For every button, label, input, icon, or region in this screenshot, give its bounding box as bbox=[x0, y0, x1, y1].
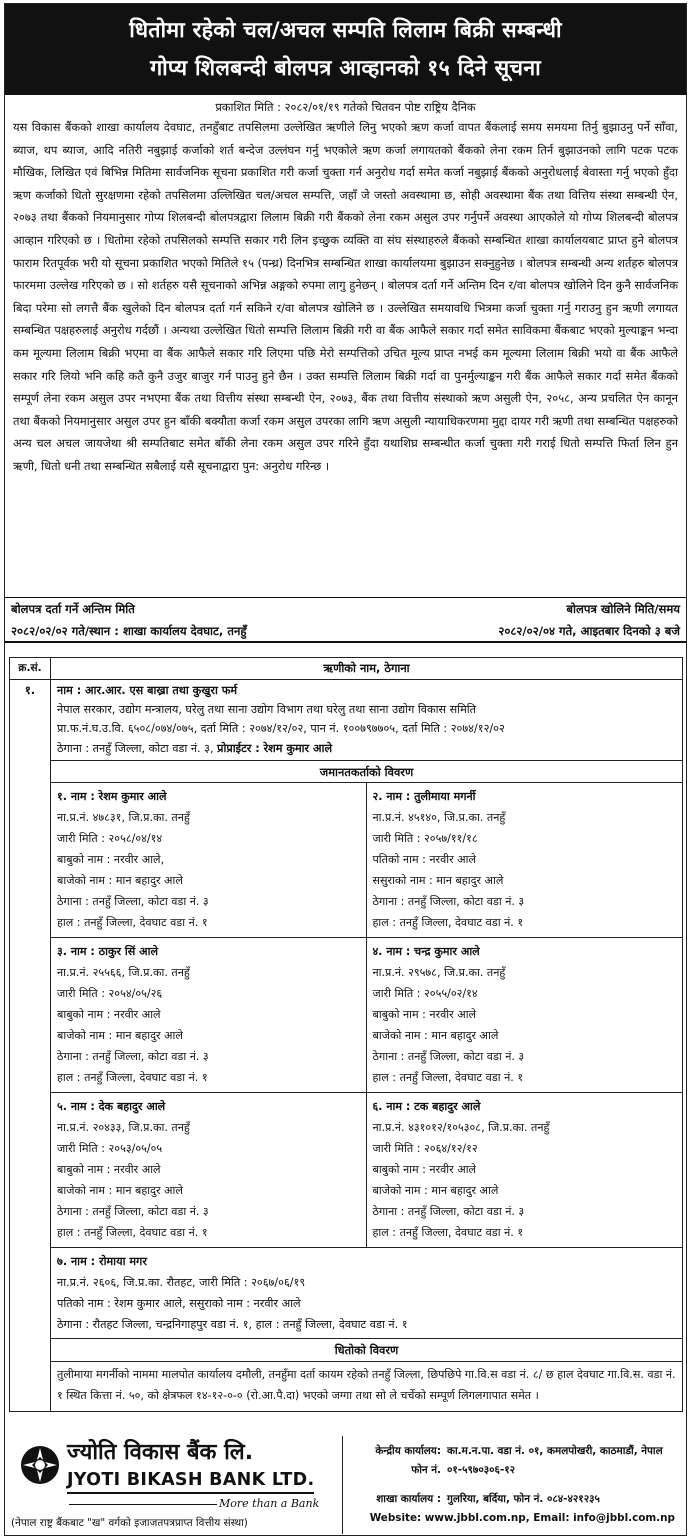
bank-logo-block bbox=[9, 1436, 343, 1534]
license-note: (नेपाल राष्ट्र बैंकबाट "ख" वर्गको इजाजतपत्रप्राप्त वित्तीय संस्था) bbox=[11, 1517, 248, 1529]
guarantor-name: ५. नाम : देक बहादुर आले bbox=[57, 1099, 166, 1113]
phone-value: ०१-५९७०३०६-१२ bbox=[447, 1464, 516, 1476]
deadline-value: २०८२/०२/०२ गते/स्थान : शाखा कार्यालय देवघाट, तनहुँ bbox=[11, 624, 247, 638]
guarantor-citizenship: ना.प्र.नं. २९५७८, जि.प्र.का. तनहुँ bbox=[372, 965, 506, 979]
guarantor-address: ठेगाना : तनहुँ जिल्ला, कोटा वडा नं. ३ bbox=[57, 894, 209, 908]
guarantor-address: ठेगाना : तनहुँ जिल्ला, कोटा वडा नं. ३ bbox=[372, 1204, 525, 1218]
guarantor-relation1: बाबुको नाम : नरवीर आले bbox=[372, 1162, 477, 1176]
deadline-values bbox=[5, 619, 686, 643]
guarantor-7-name: ७. नाम : रोमाया मगर bbox=[57, 1254, 147, 1268]
guarantor-card bbox=[51, 938, 367, 1093]
guarantor-issued: जारी मिति : २०५७/११/१८ bbox=[372, 831, 478, 845]
guarantor-card bbox=[367, 1093, 683, 1248]
serial-column-header: क्र.सं. bbox=[10, 658, 51, 679]
guarantor-issued: जारी मिति : २०५४/०५/२६ bbox=[57, 986, 163, 1000]
borrower-details bbox=[51, 680, 682, 1411]
guarantor-current: हाल : तनहुँ जिल्ला, देवघाट वडा नं. १ bbox=[372, 1070, 524, 1084]
borrower-address-row bbox=[51, 739, 682, 758]
guarantor-current: हाल : तनहुँ जिल्ला, देवघाट वडा नं. १ bbox=[57, 1070, 208, 1084]
guarantor-name: १. नाम : रेशम कुमार आले bbox=[57, 789, 167, 803]
guarantor-name: २. नाम : तुलीमाया मगर्नी bbox=[372, 789, 476, 803]
opening-value: २०८२/०२/०४ गते, आइतबार दिनको ३ बजे bbox=[498, 624, 680, 638]
guarantor-address: ठेगाना : तनहुँ जिल्ला, कोटा वडा नं. ३ bbox=[57, 1049, 209, 1063]
bank-name-nepali: ज्योति विकास बैंक लि. bbox=[67, 1440, 254, 1465]
guarantor-citizenship: ना.प्र.नं. २५५६६, जि.प्र.का. तनहुँ bbox=[57, 965, 190, 979]
bank-name-english: JYOTI BIKASH BANK LTD. bbox=[67, 1469, 314, 1494]
guarantor-citizenship: ना.प्र.नं. ४७८३१, जि.प्र.का. तनहुँ bbox=[57, 810, 190, 824]
table-header bbox=[10, 658, 682, 680]
notice-title-line-1: धितोमा रहेको चल/अचल सम्पति लिलाम बिक्री सम्बन्धी bbox=[129, 17, 562, 43]
guarantor-address: ठेगाना : तनहुँ जिल्ला, कोटा वडा नं. ३ bbox=[372, 894, 525, 908]
guarantor-relation2: ससुराको नाम : मान बहादुर आले bbox=[372, 873, 504, 887]
guarantor-issued: जारी मिति : २०५५/०२/१४ bbox=[372, 986, 478, 1000]
guarantor-citizenship: ना.प्र.नं. ४३१०१२/१०५३०८, जि.प्र.का. तनहुँ bbox=[372, 1120, 550, 1134]
guarantor-current: हाल : तनहुँ जिल्ला, देवघाट वडा नं. १ bbox=[57, 915, 208, 929]
deadline-labels bbox=[5, 597, 686, 619]
guarantor-grid bbox=[51, 783, 682, 1248]
guarantor-relation1: पतिको नाम : नरवीर आले bbox=[372, 852, 477, 866]
borrower-registration: नेपाल सरकार, उद्योग मन्त्रालय, घरेलु तथा साना उद्योग विभाग तथा घरेलु तथा साना उद्योग विकास समिति bbox=[57, 703, 477, 717]
proprietor: प्रोप्राईटर : रेशम कुमार आले bbox=[217, 741, 333, 755]
guarantor-card bbox=[367, 938, 683, 1093]
borrower-address: ठेगाना : तनहुँ जिल्ला, कोटा वडा नं. ३, bbox=[57, 741, 218, 755]
bank-contact bbox=[343, 1436, 683, 1534]
guarantor-current: हाल : तनहुँ जिल्ला, देवघाट वडा नं. १ bbox=[372, 915, 524, 929]
serial-number: १. bbox=[10, 680, 51, 1411]
guarantor-7-relations: पतिको नाम : रेशम कुमार आले, ससुराको नाम : नरवीर आले bbox=[57, 1296, 301, 1310]
guarantor-relation1: बाबुको नाम : नरवीर आले bbox=[57, 1007, 161, 1021]
guarantor-relation2: बाजेको नाम : मान बहादुर आले bbox=[57, 1028, 183, 1042]
phone-label: फोन नं. bbox=[411, 1464, 441, 1476]
guarantor-current: हाल : तनहुँ जिल्ला, देवघाट वडा नं. १ bbox=[372, 1225, 524, 1239]
guarantor-relation2: बाजेको नाम : मान बहादुर आले bbox=[57, 873, 183, 887]
branch-label: शाखा कार्यालय : bbox=[376, 1493, 441, 1505]
notice-title-line-2: गोप्य शिलबन्दी बोलपत्र आव्हानको १५ दिने सूचना bbox=[150, 55, 541, 81]
guarantor-relation2: बाजेको नाम : मान बहादुर आले bbox=[372, 1028, 499, 1042]
guarantor-relation1: बाबुको नाम : नरवीर आले bbox=[372, 1007, 477, 1021]
bank-footer bbox=[9, 1436, 683, 1534]
deadline-label: बोलपत्र दर्ता गर्ने अन्तिम मिति bbox=[11, 602, 135, 616]
guarantor-relation1: बाबुको नाम : नरवीर आले, bbox=[57, 852, 165, 866]
hq-label: केन्द्रीय कार्यालय: bbox=[375, 1445, 441, 1457]
guarantor-name: ४. नाम : चन्द्र कुमार आले bbox=[372, 944, 480, 958]
guarantor-address: ठेगाना : तनहुँ जिल्ला, कोटा वडा नं. ३ bbox=[57, 1204, 209, 1218]
guarantor-card bbox=[51, 1093, 367, 1248]
guarantor-citizenship: ना.प्र.नं. २०४३३, जि.प्र.का. तनहुँ bbox=[57, 1120, 190, 1134]
bank-logo-icon bbox=[19, 1444, 61, 1486]
guarantor-7 bbox=[51, 1248, 682, 1339]
bank-tagline: More than a Bank bbox=[219, 1497, 320, 1510]
notice-body: यस विकास बैंकको शाखा कार्यालय देवघाट, तनहुँबाट तपसिलमा उल्लेखित ऋणीले लिनु भएको ऋण कर्जा वापत बैंकलाई समय समयमा तिर्नु बुझाउनु पर्ने साँवा, ब्याज, थप ब्याज, आदि नतिरी नबुझाई कर्जाको शर्त बन्देज उल्लंघन गर्नु भएकोले ऋण कर्जा लगायतको बैंकको लेना रकम तिर्न बुझाउनको लागि पटक पटक मौखिक, लिखित एवं बिभिन्न मितिमा सार्वजनिक सूचना प्रकाशित गरी कर्जा चुक्ता गर्न अनुरोध गर्दा समेत कर्जा नबुझाई बैंकको अनुरोधलाई बेवास्ता गर्नु भएको हुँदा ऋण कर्जाको धितो सुरक्षणमा रहेको तपसिलमा उल्लिखित चल/अचल सम्पत्ति, जहाँ जे जस्तो अवस्थामा छ, सोही अवस्थामा बैंक तथा वित्तिय संस्था सम्बन्धी ऐन, २०७३ तथा बैंकको नियमानुसार गोप्य शिलबन्दी बोलपत्रद्वारा लिलाम बिक्री गरी बैंकको लेना रकम असुल उपर गर्नुपर्ने अवस्था आएकोले यो गोप्य शिलबन्दी बोलपत्र आव्हान गरिएको छ । धितोमा रहेको तपसिलको सम्पत्ति सकार गरी लिन इच्छुक व्यक्ति वा संघ संस्थाहरुले बैंकको सम्बन्धित शाखा कार्यालयबाट प्राप्त हुने बोलपत्र फाराम रितपूर्वक भरी यो सूचना प्रकाशित भएको मितिले १५ (पन्ध्र) दिनभित्र सम्बन्धित शाखा कार्यालयमा बुझाउन सक्नुहुनेछ । बोलपत्र सम्बन्धी अन्य शर्तहरु बोलपत्र फारममा उल्लेख गरिएको छ । सो शर्तहरु यसै सूचनाको अभिन्न अङ्गको रुपमा लागु हुनेछन् । बोलपत्र दर्ता गर्ने अन्तिम दिन र/वा बोलपत्र खोलिने दिन कुनै सार्वजनिक बिदा परेमा सो लगत्तै बैंक खुलेको दिन बोलपत्र दर्ता गर्न सकिने र/वा बोलपत्र खोलिने छ । उल्लेखित समयावधि भित्रमा कर्जा चुक्ता गर्नु गराउनु हुन ऋणी लगायत सम्बन्धित पक्षहरुलाई अनुरोध गर्दछौं । अन्यथा उल्लेखित धितो सम्पत्ति लिलाम बिक्री गरी वा बैंक आफैले सकार गर्दा समेत साविकमा बैंकबाट भएको मुल्याङ्कन भन्दा कम मूल्यमा लिलाम बिक्री भएमा वा बैंक आफैले सकार गरि लिएमा पछि मेरो सम्पत्तिको उचित मूल्य प्राप्त नभई कम मूल्यमा लिलाम बिक्री भयो वा बैंक आफैले सकार गरि लियो भनि कहि कतै कुनै उजुर बाजुर गर्न पाउनु हुने छैन । उक्त सम्पत्ति लिलाम बिक्री गर्दा वा पुनर्मुल्याङ्कन गरी बैंक आफैले सकार गर्दा समेत बैंकको सम्पूर्ण लेना रकम असुल उपर नभएमा बैंक तथा वित्तीय संस्था सम्बन्धी ऐन, २०७३, बैंक तथा वित्तीय संस्थाको ऋण असुली ऐन, २०५८, अन्य प्रचलित ऐन कानून तथा बैंकको नियमानुसार असुल उपर हुन बाँकी बक्यौता कर्जा रकम असुल उपरका लागि ऋण असुली न्यायाधिकरणमा मुद्दा दायर गरी ऋणी तथा सम्बन्धित पक्षहरुको अन्य चल अचल जायजेथा श्री सम्पतिबाट समेत बाँकी लेना रकम असुल उपर गरिने हुँदा यथाशिघ्र सम्बन्धीत कर्जा चुक्ता गरी गराई धितो सम्पत्ति फिर्ता लिन हुन ऋणी, धितो धनी तथा सम्बन्धित सबैलाई यसै सूचनाद्वारा पुन: अनुरोध गरिन्छ । bbox=[13, 120, 678, 473]
tagline-rule bbox=[69, 1504, 217, 1505]
guarantor-citizenship: ना.प्र.नं. ४५१४०, जि.प्र.का. तनहुँ bbox=[372, 810, 506, 824]
collateral-text: तुलीमाया मगर्नीको नाममा मालपोत कार्यालय दमौली, तनहुँमा दर्ता कायम रहेको तनहुँ जिल्ला, छिपछिपे गा.वि.स वडा नं. ८/ छ हाल देवघाट गा.वि.स. वडा नं. १ स्थित कित्ता नं. ५०, को क्षेत्रफल १४-१२-०-० (रो.आ.पै.दा) भएको जग्गा तथा सो ले चर्चेको सम्पूर्ण लिगलगापात समेत । bbox=[57, 1367, 676, 1403]
guarantor-relation2: बाजेको नाम : मान बहादुर आले bbox=[57, 1183, 183, 1197]
notice-page bbox=[4, 3, 687, 1536]
guarantor-7-address: ठेगाना : रौतहट जिल्ला, चन्द्रनिगाहपुर वडा नं. १, हाल : तनहुँ जिल्ला, देवघाट वडा नं. १ bbox=[57, 1317, 408, 1331]
notice-header bbox=[5, 4, 686, 95]
guarantor-issued: जारी मिति : २०६४/१२/१२ bbox=[372, 1141, 478, 1155]
guarantor-relation2: बाजेको नाम : मान बहादुर आले bbox=[372, 1183, 499, 1197]
guarantor-heading: जमानतकर्ताको विवरण bbox=[51, 760, 682, 783]
guarantor-address: ठेगाना : तनहुँ जिल्ला, कोटा वडा नं. ३ bbox=[372, 1049, 525, 1063]
branch-value: गुलरिया, बर्दिया, फोन नं. ०८४-४२१२३५ bbox=[447, 1493, 600, 1505]
guarantor-current: हाल : तनहुँ जिल्ला, देवघाट वडा नं. १ bbox=[57, 1225, 208, 1239]
hq-value: का.म.न.पा. वडा नं. ०१, कमलपोखरी, काठमाडौं, नेपाल bbox=[447, 1445, 663, 1457]
borrower-registration-numbers: प्रा.फ.नं.घ.उ.वि. ६५०८/०७४/०७५, दर्ता मिति : २०७४/१२/०२, पान नं. १००७९७७०५, दर्ता मिति : २०७४/१२/०२ bbox=[57, 722, 505, 736]
guarantor-name: ६. नाम : टक बहादुर आले bbox=[372, 1099, 481, 1113]
guarantor-relation1: बाबुको नाम : नरवीर आले bbox=[57, 1162, 161, 1176]
website-email: Website: www.jbbl.com.np, Email: info@jbbl.com.np bbox=[369, 1512, 675, 1524]
name-column-header: ऋणीको नाम, ठेगाना bbox=[323, 661, 410, 675]
guarantor-issued: जारी मिति : २०५८/०४/१४ bbox=[57, 831, 163, 845]
guarantor-card bbox=[51, 783, 367, 938]
table-body bbox=[10, 680, 682, 1411]
borrower-table bbox=[9, 657, 683, 1412]
guarantor-name: ३. नाम : ठाकुर सिं आले bbox=[57, 944, 159, 958]
collateral-heading: धितोको विवरण bbox=[51, 1339, 682, 1362]
guarantor-issued: जारी मिति : २०५३/०५/०५ bbox=[57, 1141, 163, 1155]
guarantor-card bbox=[367, 783, 683, 938]
guarantor-7-citizenship: ना.प्र.नं. २६०६, जि.प्र.का. रौतहट, जारी मिति : २०६७/०६/१९ bbox=[57, 1275, 306, 1289]
borrower-name: नाम : आर.आर. एस बाख्रा तथा कुखुरा फर्म bbox=[57, 684, 238, 697]
publication-date: प्रकाशित मिति : २०८२/०१/१९ गतेको चितवन पोष्ट राष्ट्रिय दैनिक bbox=[215, 100, 476, 114]
opening-label: बोलपत्र खोलिने मिति/समय bbox=[566, 602, 680, 616]
